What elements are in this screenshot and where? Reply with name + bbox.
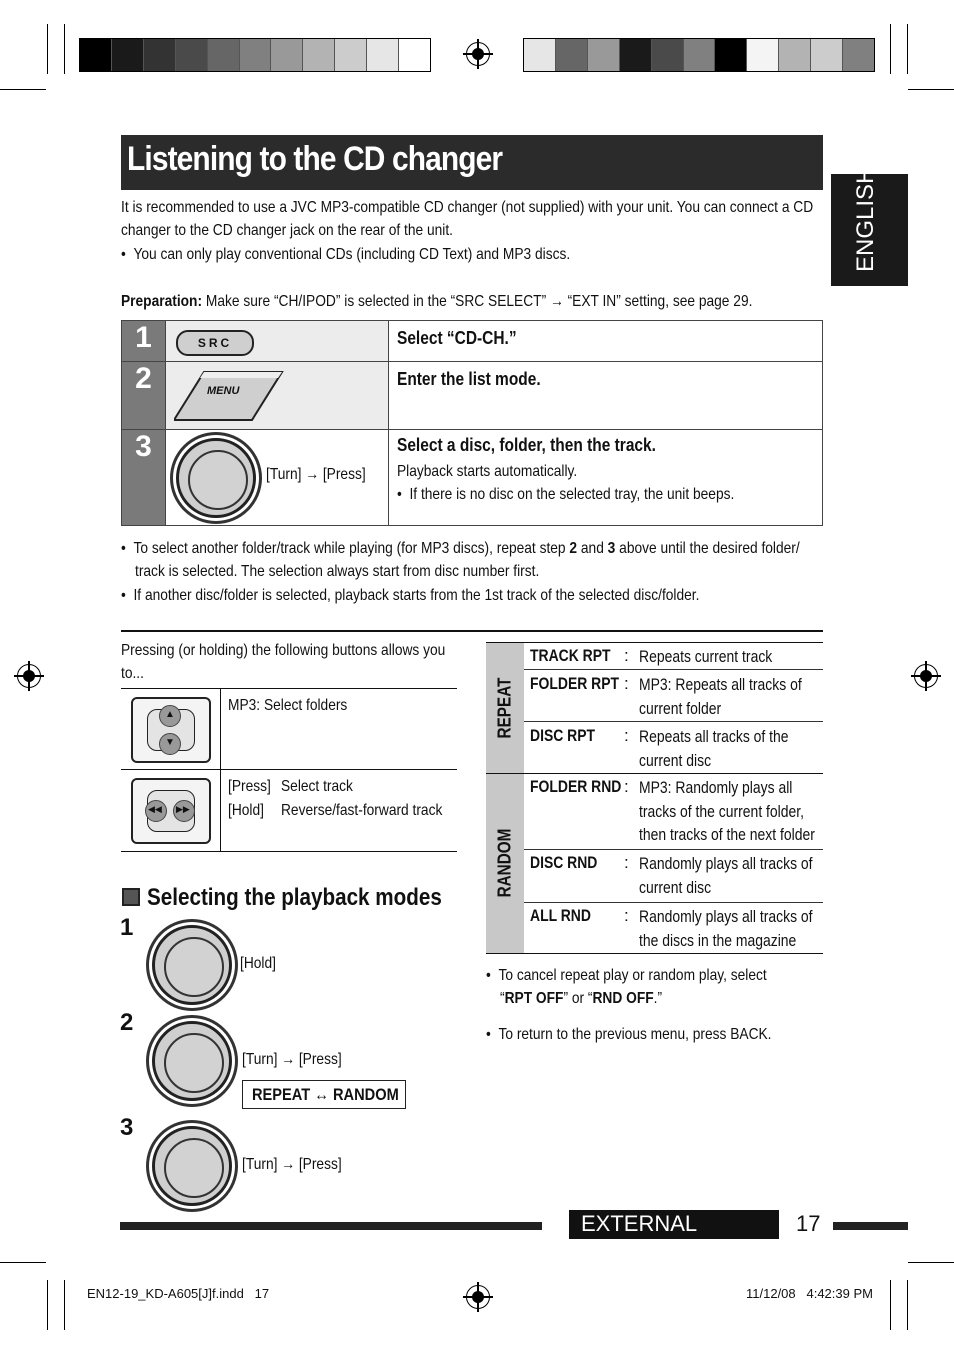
control-dial-icon (176, 438, 256, 518)
gray-scale-bar-right (523, 38, 875, 72)
mode-step-1-control: [Hold] (240, 955, 276, 972)
divider (524, 721, 823, 722)
intro-bullet: • You can only play conventional CDs (including CD Text) and MP3 discs. (121, 246, 571, 263)
divider (486, 773, 823, 774)
section-square-icon (122, 888, 140, 906)
file-name: EN12-19_KD-A605[J]f.indd 17 (87, 1286, 270, 1301)
note-1-cont: track is selected. The selection always start from disc number first. (135, 563, 540, 580)
mode-desc-line: Repeats current track (639, 647, 773, 666)
step-3-text (389, 430, 823, 526)
folder-buttons-icon (131, 697, 211, 763)
intro-line-1: It is recommended to use a JVC MP3-compatible CD changer (not supplied) with your unit. You can connect a CD (121, 199, 814, 216)
divider (220, 688, 221, 851)
preparation-text: ” setting, see page 29. (616, 293, 753, 310)
step-number: 1 (122, 321, 166, 362)
footer-bar (833, 1222, 908, 1230)
tip-1-cont (500, 987, 662, 1010)
preparation-label: Preparation: (121, 293, 203, 310)
mode-desc-line: Randomly plays all tracks of (639, 854, 813, 873)
mode-desc-line: current folder (639, 698, 722, 718)
mode-key: DISC RND (530, 853, 598, 872)
divider (121, 688, 457, 689)
mode-step-3-control: [Turn] → [Press] (242, 1156, 342, 1173)
tip-option: RPT OFF (504, 990, 564, 1007)
registration-mark-icon (466, 42, 490, 66)
mode-step-number: 3 (120, 1114, 134, 1141)
mode-step-2-control: [Turn] → [Press] (242, 1051, 342, 1068)
section-label-box (569, 1210, 779, 1262)
src-button-icon: SRC (176, 330, 254, 356)
divider (486, 642, 823, 643)
mode-key: DISC RPT (530, 726, 596, 745)
preparation-value: SRC SELECT (455, 293, 542, 310)
step-1-image (166, 321, 389, 362)
mode-key: FOLDER RPT (530, 674, 620, 693)
mode-desc-line: MP3: Repeats all tracks of (639, 675, 802, 694)
mode-colon: : (624, 726, 629, 745)
tip-text: To return to the previous menu, press BACK. (498, 1026, 772, 1043)
fast-forward-icon: ▶▶ (176, 804, 190, 814)
hold-desc: Reverse/fast-forward track (281, 802, 443, 819)
repeat-side-label (486, 642, 524, 773)
mode-step-number: 2 (120, 1009, 134, 1036)
rewind-icon: ◀◀ (148, 804, 162, 814)
step-1-text (389, 321, 823, 362)
control-dial-icon (152, 1021, 232, 1101)
repeat-random-label: REPEAT ↔ RANDOM (252, 1085, 399, 1104)
step-2-image (166, 362, 389, 430)
note-step: 3 (607, 540, 616, 557)
step-title: Select a disc, folder, then the track. (397, 435, 656, 455)
preparation-text: Make sure “ (205, 293, 279, 310)
divider (121, 851, 457, 852)
step-number: 2 (122, 362, 166, 430)
divider (524, 849, 823, 850)
up-arrow-icon: ▲ (165, 709, 175, 720)
registration-mark-icon (914, 664, 938, 688)
note-text: To select another folder/track while playing (for MP3 discs), repeat step (133, 540, 570, 557)
mode-desc-line: current disc (639, 750, 712, 770)
registration-mark-icon (17, 664, 41, 688)
tip-text: To cancel repeat play or random play, select (498, 967, 767, 984)
mode-colon: : (624, 777, 629, 796)
track-buttons-icon (131, 778, 211, 844)
page-title: Listening to the CD changer (127, 140, 503, 178)
mode-desc-line: Randomly plays all tracks of (639, 907, 813, 926)
mode-colon: : (624, 853, 629, 872)
language-tab-label: ENGLISH (852, 166, 879, 272)
preparation-value: EXT IN (572, 293, 617, 310)
preparation-text: ” → “ (541, 293, 573, 310)
page-number: 17 (796, 1211, 821, 1236)
note-2: • If another disc/folder is selected, playback starts from the 1st track of the selected disc/folder. (121, 587, 700, 604)
mode-key: FOLDER RND (530, 777, 622, 796)
gray-scale-bar-left (79, 38, 431, 72)
mode-colon: : (624, 646, 629, 665)
steps-table (121, 320, 823, 526)
control-dial-icon (152, 1126, 232, 1206)
preparation-text: ” is selected in the “ (335, 293, 456, 310)
mode-desc-line: current disc (639, 877, 712, 897)
mode-step-number: 1 (120, 914, 134, 941)
tip-text: .” (653, 990, 663, 1007)
menu-button-label: MENU (207, 385, 240, 397)
mode-desc-line: then tracks of the next folder (639, 825, 815, 844)
tip-2: • To return to the previous menu, press BACK. (486, 1026, 772, 1043)
mode-desc-line: tracks of the current folder, (639, 801, 805, 821)
step-2-text (389, 362, 823, 430)
note-step: 2 (569, 540, 578, 557)
buttons-intro-1: Pressing (or holding) the following buttons allows you (121, 642, 446, 659)
random-side-label (486, 773, 524, 953)
divider (486, 953, 823, 954)
menu-button-icon (174, 368, 284, 426)
mode-desc (639, 725, 789, 772)
divider (524, 902, 823, 903)
step-bullet: • If there is no disc on the selected tray, the unit beeps. (397, 486, 735, 503)
intro-bullet-text: You can only play conventional CDs (including CD Text) and MP3 discs. (133, 246, 571, 263)
mode-colon: : (624, 906, 629, 925)
preparation (121, 290, 752, 313)
divider (524, 669, 823, 670)
step-bullet-text: If there is no disc on the selected tray, the unit beeps. (409, 486, 735, 503)
control-dial-icon (152, 925, 232, 1005)
step-3-image (166, 430, 389, 526)
mode-desc (639, 905, 813, 952)
tip-option: RND OFF (592, 990, 654, 1007)
mode-desc (639, 673, 802, 720)
footer-bar (120, 1222, 542, 1230)
repeat-label: REPEAT (494, 677, 515, 738)
tip-1: • To cancel repeat play or random play, select (486, 967, 767, 984)
registration-mark-icon (466, 1285, 490, 1309)
dial-control-text: [Turn] → [Press] (266, 466, 366, 483)
down-arrow-icon: ▼ (165, 737, 175, 748)
mode-desc (639, 852, 813, 899)
buttons-intro-2: to... (121, 665, 144, 682)
mode-desc-line: Repeats all tracks of the (639, 727, 789, 746)
preparation-value: CH/IPOD (278, 293, 336, 310)
note-1: • To select another folder/track while playing (for MP3 discs), repeat step 2 and 3 above until the desired folder/ (121, 540, 800, 557)
random-label: RANDOM (494, 828, 515, 898)
press-label: [Press] (228, 778, 271, 795)
intro-line-2: changer to the CD changer jack on the rear of the unit. (121, 222, 453, 239)
step-title: Select “CD-CH.” (397, 328, 517, 348)
step-number: 3 (122, 430, 166, 526)
section-divider (121, 630, 823, 632)
tip-text: “ (500, 990, 505, 1007)
mode-key: ALL RND (530, 906, 591, 925)
folder-buttons-desc: MP3: Select folders (228, 697, 348, 714)
step-line: Playback starts automatically. (397, 463, 578, 480)
note-text: above until the desired folder/ (615, 540, 800, 557)
modes-heading: Selecting the playback modes (147, 884, 442, 911)
mode-key: TRACK RPT (530, 646, 611, 665)
tip-text: ” or “ (563, 990, 593, 1007)
mode-desc (639, 645, 772, 669)
section-label: EXTERNAL DEVICES (581, 1211, 697, 1262)
mode-desc (639, 776, 815, 847)
press-desc: Select track (281, 778, 353, 795)
hold-label: [Hold] (228, 802, 264, 819)
note-text: If another disc/folder is selected, playback starts from the 1st track of the selected disc/folder. (133, 587, 700, 604)
print-date: 11/12/08 4:42:39 PM (746, 1286, 873, 1301)
step-title: Enter the list mode. (397, 369, 541, 389)
mode-desc-line: the discs in the magazine (639, 930, 797, 950)
mode-colon: : (624, 674, 629, 693)
mode-desc-line: MP3: Randomly plays all (639, 778, 793, 797)
divider (121, 769, 457, 770)
note-text: and (577, 540, 608, 557)
